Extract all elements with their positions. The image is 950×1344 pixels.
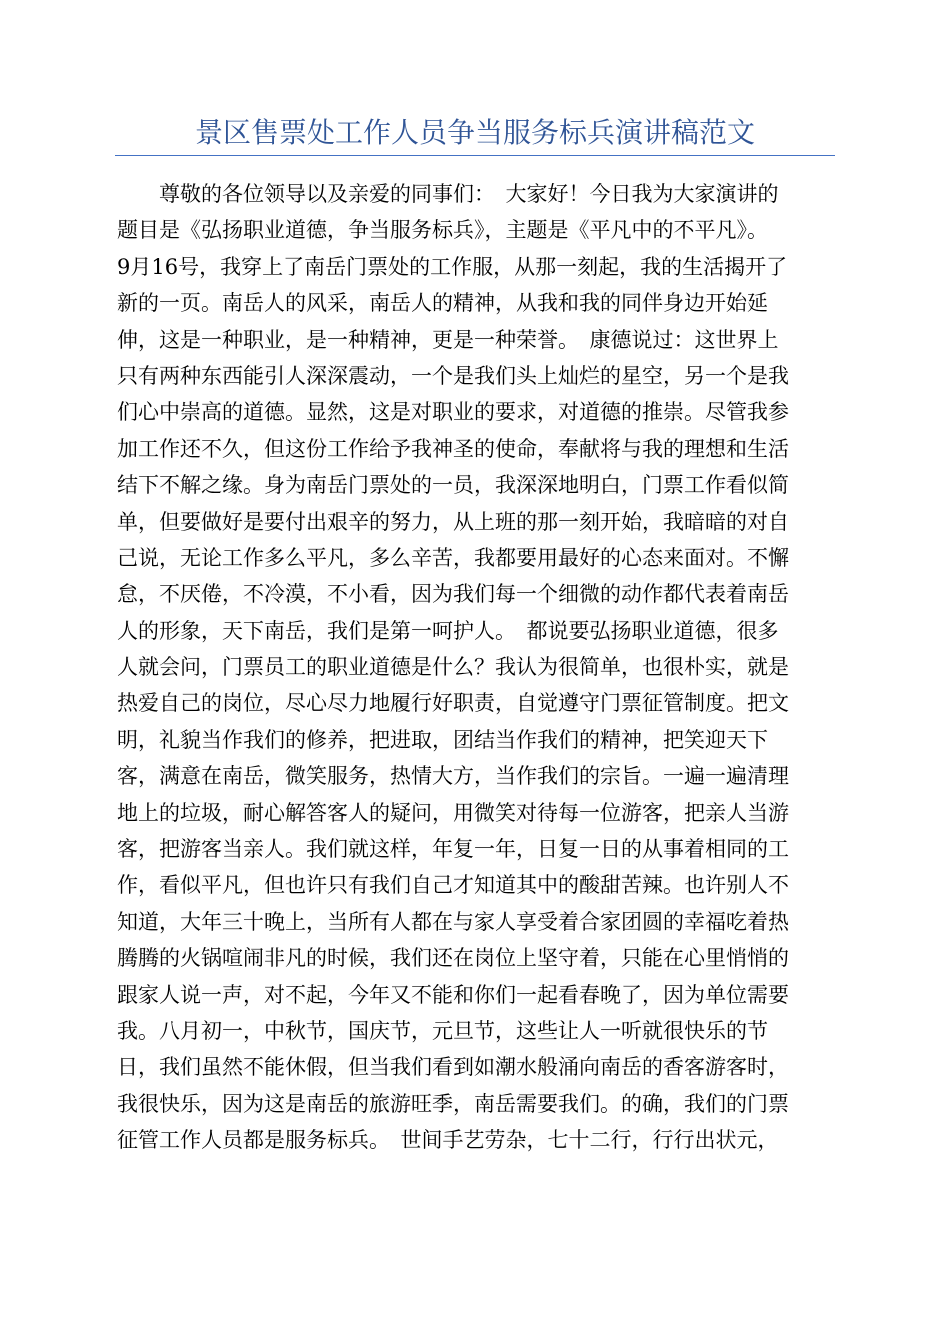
title-underline	[115, 155, 835, 156]
body-line: 结下不解之缘。身为南岳门票处的一员，我深深地明白，门票工作看似简	[117, 473, 789, 498]
body-line: 客，满意在南岳，微笑服务，热情大方，当作我们的宗旨。一遍一遍清理	[117, 764, 789, 789]
body-line: 热爱自己的岗位，尽心尽力地履行好职责，自觉遵守门票征管制度。把文	[117, 691, 789, 716]
body-line: 只有两种东西能引人深深震动，一个是我们头上灿烂的星空，另一个是我	[117, 363, 789, 388]
body-line: 们心中崇高的道德。显然，这是对职业的要求，对道德的推崇。尽管我参	[117, 400, 789, 425]
document-body	[117, 176, 833, 1159]
body-line: 单，但要做好是要付出艰辛的努力，从上班的那一刻开始，我暗暗的对自	[117, 509, 789, 534]
body-line: 尊敬的各位领导以及亲爱的同事们： 大家好！今日我为大家演讲的	[117, 182, 779, 206]
body-line: 腾腾的火锅喧闹非凡的时候，我们还在岗位上坚守着，只能在心里悄悄的	[117, 946, 789, 971]
body-line: 征管工作人员都是服务标兵。 世间手艺劳杂，七十二行，行行出状元，	[117, 1128, 779, 1153]
body-line: 地上的垃圾，耐心解答客人的疑问，用微笑对待每一位游客，把亲人当游	[117, 800, 789, 825]
body-line: 加工作还不久，但这份工作给予我神圣的使命，奉献将与我的理想和生活	[117, 436, 789, 461]
body-line: 客，把游客当亲人。我们就这样，年复一年，日复一日的从事着相同的工	[117, 837, 789, 862]
body-line: 跟家人说一声，对不起，今年又不能和你们一起看春晚了，因为单位需要	[117, 982, 789, 1007]
document-title: 景区售票处工作人员争当服务标兵演讲稿范文	[194, 116, 755, 149]
body-line: 人就会问，门票员工的职业道德是什么？我认为很简单，也很朴实，就是	[117, 655, 789, 680]
body-line: 9月16号，我穿上了南岳门票处的工作服，从那一刻起，我的生活揭开了	[117, 254, 788, 279]
body-line: 怠，不厌倦，不冷漠，不小看，因为我们每一个细微的动作都代表着南岳	[117, 582, 789, 607]
body-line: 人的形象，天下南岳，我们是第一呵护人。 都说要弘扬职业道德，很多	[117, 618, 779, 643]
body-line: 作，看似平凡，但也许只有我们自己才知道其中的酸甜苦辣。也许别人不	[117, 873, 789, 898]
body-line: 己说，无论工作多么平凡，多么辛苦，我都要用最好的心态来面对。不懈	[117, 545, 789, 570]
body-line: 伸，这是一种职业，是一种精神，更是一种荣誉。 康德说过：这世界上	[117, 327, 779, 352]
body-line: 知道，大年三十晚上，当所有人都在与家人享受着合家团圆的幸福吃着热	[117, 909, 789, 934]
body-line: 我很快乐，因为这是南岳的旅游旺季，南岳需要我们。的确，我们的门票	[117, 1091, 789, 1116]
body-line: 题目是《弘扬职业道德，争当服务标兵》，主题是《平凡中的不平凡》。	[117, 218, 768, 243]
body-line: 我。八月初一，中秋节，国庆节，元旦节，这些让人一听就很快乐的节	[117, 1018, 768, 1043]
body-line: 新的一页。南岳人的风采，南岳人的精神，从我和我的同伴身边开始延	[117, 291, 768, 316]
body-line: 明，礼貌当作我们的修养，把进取，团结当作我们的精神，把笑迎天下	[117, 727, 768, 752]
body-line: 日，我们虽然不能休假，但当我们看到如潮水般涌向南岳的香客游客时，	[117, 1055, 789, 1080]
